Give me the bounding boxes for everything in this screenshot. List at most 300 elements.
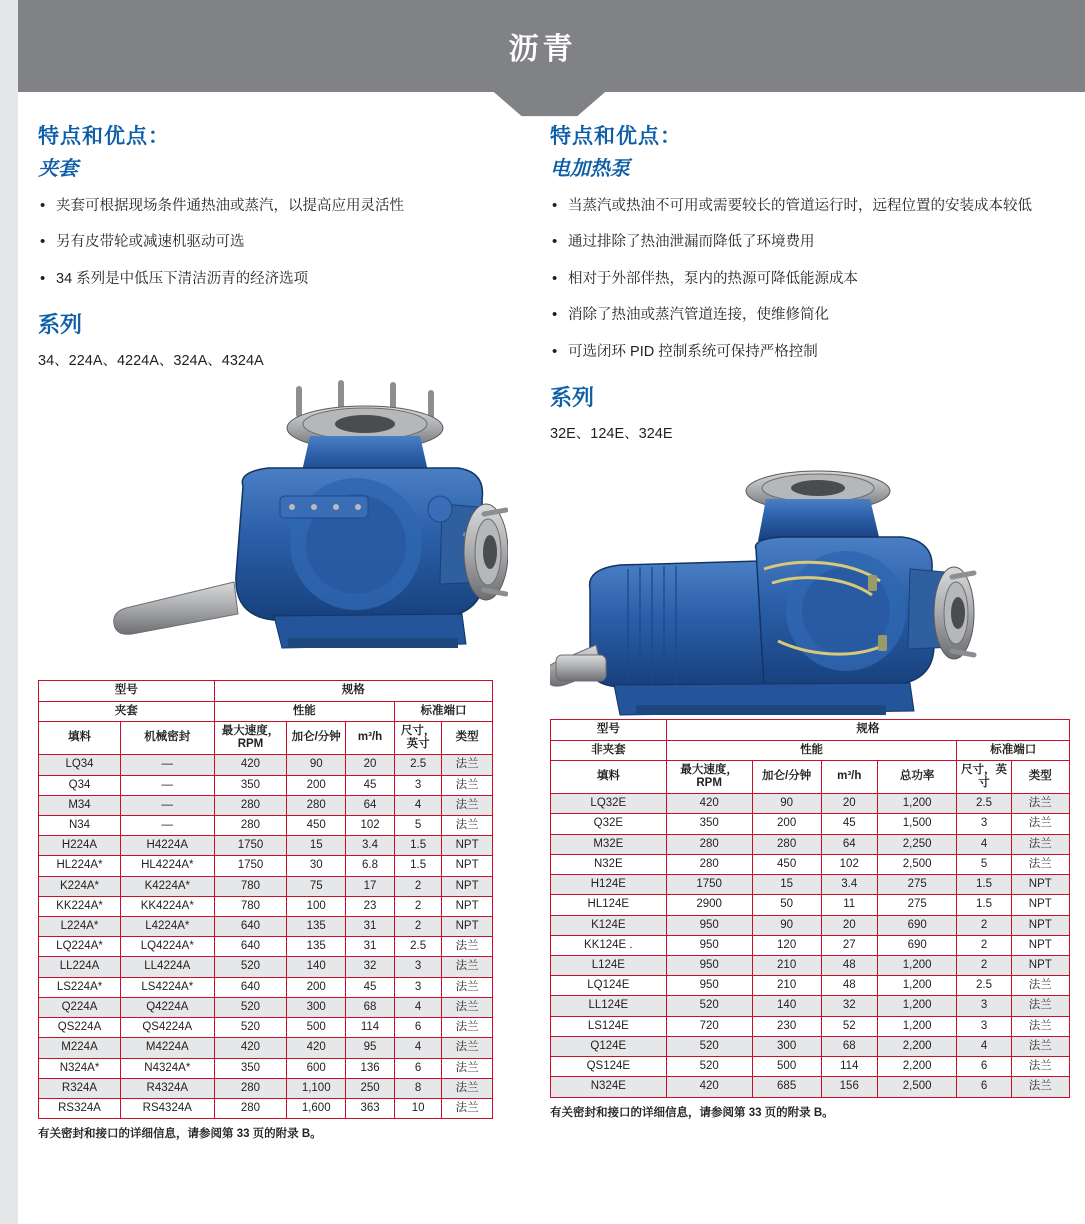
table-cell: 2.5 (395, 755, 442, 775)
table-cell: N4324A* (121, 1058, 215, 1078)
table-cell: 950 (666, 976, 752, 996)
table-cell: KK4224A* (121, 896, 215, 916)
table-cell: 120 (752, 935, 821, 955)
table-cell: 4 (957, 1036, 1011, 1056)
table-cell: 2.5 (957, 794, 1011, 814)
table-cell: 30 (287, 856, 346, 876)
table-cell: 2 (957, 935, 1011, 955)
table-cell: 280 (214, 1078, 287, 1098)
table-cell: 6 (395, 1058, 442, 1078)
table-cell: HL4224A* (121, 856, 215, 876)
table-cell: 法兰 (1011, 834, 1069, 854)
table-cell: Q224A (39, 997, 121, 1017)
col-sub-performance: 性能 (214, 701, 395, 721)
table-row (551, 976, 1070, 996)
table-cell: K124E (551, 915, 667, 935)
table-cell: 法兰 (442, 1078, 493, 1098)
table-cell: 950 (666, 955, 752, 975)
table-cell: 280 (287, 795, 346, 815)
table-cell: 350 (666, 814, 752, 834)
table-cell: LS4224A* (121, 977, 215, 997)
page-title: 沥青 (508, 33, 577, 66)
table-cell: Q124E (551, 1036, 667, 1056)
col-total-power: 总功率 (877, 760, 957, 793)
table-cell: LQ224A* (39, 937, 121, 957)
table-cell: N34 (39, 815, 121, 835)
table-cell: 法兰 (1011, 1077, 1069, 1097)
table-cell: 90 (287, 755, 346, 775)
table-cell: NPT (442, 836, 493, 856)
page-header (0, 0, 1085, 92)
table-cell: 500 (752, 1057, 821, 1077)
table-cell: LS224A* (39, 977, 121, 997)
table-cell: 200 (752, 814, 821, 834)
table-cell: — (121, 755, 215, 775)
table-cell: 300 (287, 997, 346, 1017)
table-cell: 140 (752, 996, 821, 1016)
table-cell: 520 (214, 957, 287, 977)
table-row (551, 935, 1070, 955)
table-cell: 6 (395, 1018, 442, 1038)
right-spec-table (550, 719, 1070, 1097)
table-cell: 95 (346, 1038, 395, 1058)
table-cell: H224A (39, 836, 121, 856)
table-cell: 48 (821, 955, 877, 975)
table-row (551, 875, 1070, 895)
table-cell: Q32E (551, 814, 667, 834)
table-cell: 520 (666, 1036, 752, 1056)
table-cell: 350 (214, 1058, 287, 1078)
table-cell: 102 (346, 815, 395, 835)
table-row (551, 996, 1070, 1016)
table-row (39, 997, 493, 1017)
left-table-note: 有关密封和接口的详细信息，请参阅第 33 页的附录 B。 (38, 1128, 322, 1141)
table-cell: 1,200 (877, 794, 957, 814)
table-cell: 420 (666, 794, 752, 814)
list-item: • 可选闭环 PID 控制系统可保持严格控制 (550, 341, 1065, 363)
table-cell: 280 (752, 834, 821, 854)
table-row (39, 937, 493, 957)
table-cell: NPT (442, 896, 493, 916)
table-cell: 3 (957, 1016, 1011, 1036)
table-cell: 1,200 (877, 996, 957, 1016)
table-cell: 210 (752, 955, 821, 975)
table-cell: 640 (214, 977, 287, 997)
right-series-title: 系列 (550, 385, 595, 411)
table-cell: LQ32E (551, 794, 667, 814)
right-features-subtitle: 电加热泵 (550, 158, 630, 180)
table-cell: 2,200 (877, 1036, 957, 1056)
table-cell: 法兰 (442, 957, 493, 977)
table-cell: 法兰 (442, 1058, 493, 1078)
table-cell: R324A (39, 1078, 121, 1098)
table-cell: 450 (287, 815, 346, 835)
table-cell: 1.5 (957, 875, 1011, 895)
table-row (39, 917, 493, 937)
table-cell: HL224A* (39, 856, 121, 876)
table-cell: 685 (752, 1077, 821, 1097)
table-cell: 6 (957, 1077, 1011, 1097)
table-cell: 1,200 (877, 976, 957, 996)
table-cell: 2,500 (877, 854, 957, 874)
table-row (551, 955, 1070, 975)
table-row (551, 915, 1070, 935)
table-cell: RS4324A (121, 1099, 215, 1119)
col-type: 类型 (442, 721, 493, 754)
table-cell: 950 (666, 935, 752, 955)
table-cell: 2900 (666, 895, 752, 915)
table-cell: 3 (395, 977, 442, 997)
table-cell: 法兰 (1011, 976, 1069, 996)
list-item: • 消除了热油或蒸汽管道连接，使维修简化 (550, 304, 1065, 326)
table-cell: 1,200 (877, 1016, 957, 1036)
table-cell: 200 (287, 977, 346, 997)
col-packing: 填料 (551, 760, 667, 793)
table-cell: 280 (214, 1099, 287, 1119)
table-cell: 45 (821, 814, 877, 834)
col-type: 类型 (1011, 760, 1069, 793)
table-row (39, 836, 493, 856)
col-group-model: 型号 (39, 681, 215, 701)
table-cell: N32E (551, 854, 667, 874)
table-cell: 420 (214, 755, 287, 775)
table-cell: 4 (395, 997, 442, 1017)
table-cell: — (121, 775, 215, 795)
table-cell: 1750 (214, 856, 287, 876)
table-cell: 2 (957, 915, 1011, 935)
right-table-note: 有关密封和接口的详细信息，请参阅第 33 页的附录 B。 (550, 1106, 834, 1119)
table-cell: L4224A* (121, 917, 215, 937)
table-cell: 280 (666, 854, 752, 874)
table-cell: 75 (287, 876, 346, 896)
table-cell: 31 (346, 917, 395, 937)
list-item: • 相对于外部伴热，泵内的热源可降低能源成本 (550, 268, 1065, 290)
left-series-title: 系列 (38, 312, 83, 338)
left-series-list: 34、224A、4224A、324A、4324A (38, 353, 264, 370)
table-cell: 363 (346, 1099, 395, 1119)
table-cell: 2.5 (395, 937, 442, 957)
col-sub-nonjacket: 非夹套 (551, 740, 667, 760)
table-cell: M32E (551, 834, 667, 854)
table-cell: 350 (214, 775, 287, 795)
table-cell: 5 (395, 815, 442, 835)
table-cell: 8 (395, 1078, 442, 1098)
table-cell: L224A* (39, 917, 121, 937)
table-cell: K4224A* (121, 876, 215, 896)
table-cell: 420 (666, 1077, 752, 1097)
table-cell: N324E (551, 1077, 667, 1097)
table-cell: 20 (346, 755, 395, 775)
table-row (39, 1038, 493, 1058)
table-cell: 法兰 (442, 795, 493, 815)
table-cell: 200 (287, 775, 346, 795)
table-cell: 280 (666, 834, 752, 854)
table-cell: 140 (287, 957, 346, 977)
table-row (39, 1078, 493, 1098)
table-cell: 1750 (214, 836, 287, 856)
table-cell: 17 (346, 876, 395, 896)
list-item: • 当蒸汽或热油不可用或需要较长的管道运行时，远程位置的安装成本较低 (550, 195, 1065, 217)
table-cell: 法兰 (442, 755, 493, 775)
table-cell: M224A (39, 1038, 121, 1058)
col-max-rpm: 最大速度，RPM (666, 760, 752, 793)
table-cell: 135 (287, 917, 346, 937)
table-cell: 100 (287, 896, 346, 916)
table-cell: NPT (1011, 875, 1069, 895)
table-cell: QS124E (551, 1057, 667, 1077)
table-cell: M34 (39, 795, 121, 815)
table-row (39, 1018, 493, 1038)
col-m3h: m³/h (821, 760, 877, 793)
table-cell: Q34 (39, 775, 121, 795)
table-cell: 114 (821, 1057, 877, 1077)
table-cell: 210 (752, 976, 821, 996)
left-spec-table (38, 680, 493, 1119)
list-item: • 34 系列是中低压下清洁沥青的经济选项 (38, 268, 516, 290)
col-sub-port: 标准端口 (395, 701, 493, 721)
table-row (39, 755, 493, 775)
table-cell: 法兰 (442, 775, 493, 795)
col-gpm: 加仑/分钟 (287, 721, 346, 754)
table-cell: 6.8 (346, 856, 395, 876)
table-cell: 15 (752, 875, 821, 895)
col-sub-jacket: 夹套 (39, 701, 215, 721)
left-column (0, 92, 530, 1141)
table-cell: 1.5 (395, 836, 442, 856)
table-cell: LQ34 (39, 755, 121, 775)
col-group-model: 型号 (551, 720, 667, 740)
table-cell: 1.5 (395, 856, 442, 876)
table-cell: R4324A (121, 1078, 215, 1098)
table-cell: 法兰 (442, 815, 493, 835)
table-cell: 15 (287, 836, 346, 856)
table-cell: 法兰 (1011, 814, 1069, 834)
table-cell: 20 (821, 794, 877, 814)
table-cell: 2 (395, 876, 442, 896)
table-cell: QS4224A (121, 1018, 215, 1038)
table-cell: Q4224A (121, 997, 215, 1017)
col-sub-port: 标准端口 (957, 740, 1070, 760)
list-item: • 夹套可根据现场条件通热油或蒸汽，以提高应用灵活性 (38, 195, 516, 217)
col-size-inch: 尺寸，英寸 (395, 721, 442, 754)
table-row (551, 1077, 1070, 1097)
table-cell: 法兰 (1011, 1016, 1069, 1036)
left-table-body (39, 755, 493, 1119)
table-cell: 1,100 (287, 1078, 346, 1098)
right-series-list: 32E、124E、324E (550, 426, 673, 443)
table-cell: N324A* (39, 1058, 121, 1078)
table-cell: 500 (287, 1018, 346, 1038)
table-cell: 3.4 (821, 875, 877, 895)
table-cell: H4224A (121, 836, 215, 856)
left-features-title: 特点和优点： (38, 125, 170, 148)
table-cell: RS324A (39, 1099, 121, 1119)
table-cell: 52 (821, 1016, 877, 1036)
right-bullet-list (550, 195, 1065, 363)
table-cell: 4 (395, 1038, 442, 1058)
table-cell: 1,600 (287, 1099, 346, 1119)
table-row (39, 1099, 493, 1119)
table-cell: 法兰 (1011, 854, 1069, 874)
table-cell: NPT (1011, 935, 1069, 955)
table-cell: 23 (346, 896, 395, 916)
table-cell: 275 (877, 895, 957, 915)
table-row (39, 977, 493, 997)
col-size-inch: 尺寸，英寸 (957, 760, 1011, 793)
table-cell: 156 (821, 1077, 877, 1097)
table-cell: 2 (957, 955, 1011, 975)
table-cell: 720 (666, 1016, 752, 1036)
right-column (530, 92, 1085, 1141)
table-cell: 48 (821, 976, 877, 996)
table-cell: NPT (442, 876, 493, 896)
col-mech-seal: 机械密封 (121, 721, 215, 754)
table-cell: 520 (666, 996, 752, 1016)
table-cell: 5 (957, 854, 1011, 874)
table-cell: 法兰 (1011, 1036, 1069, 1056)
right-table-body (551, 794, 1070, 1097)
table-cell: H124E (551, 875, 667, 895)
table-cell: 法兰 (1011, 996, 1069, 1016)
table-cell: 90 (752, 794, 821, 814)
table-cell: 780 (214, 876, 287, 896)
table-cell: 1,200 (877, 955, 957, 975)
table-cell: 135 (287, 937, 346, 957)
table-cell: KK224A* (39, 896, 121, 916)
table-cell: K224A* (39, 876, 121, 896)
table-cell: 2 (395, 917, 442, 937)
table-cell: 690 (877, 935, 957, 955)
table-cell: — (121, 815, 215, 835)
table-cell: LQ124E (551, 976, 667, 996)
table-cell: 450 (752, 854, 821, 874)
table-row (39, 795, 493, 815)
right-spec-table-wrap (550, 719, 1070, 1119)
table-row (39, 896, 493, 916)
table-cell: 64 (346, 795, 395, 815)
table-cell: 114 (346, 1018, 395, 1038)
table-row (551, 814, 1070, 834)
table-cell: 950 (666, 915, 752, 935)
table-cell: 600 (287, 1058, 346, 1078)
left-spec-table-wrap (38, 680, 493, 1141)
table-cell: 64 (821, 834, 877, 854)
table-cell: 280 (214, 815, 287, 835)
table-row (551, 794, 1070, 814)
table-cell: 法兰 (442, 1018, 493, 1038)
table-cell: 3.4 (346, 836, 395, 856)
table-row (551, 834, 1070, 854)
table-cell: 1,500 (877, 814, 957, 834)
table-cell: 45 (346, 775, 395, 795)
table-cell: 2,500 (877, 1077, 957, 1097)
table-cell: NPT (1011, 955, 1069, 975)
table-cell: 3 (957, 814, 1011, 834)
left-pump-image (38, 376, 516, 676)
table-cell: 法兰 (1011, 1057, 1069, 1077)
table-row (39, 957, 493, 977)
table-cell: 法兰 (442, 1038, 493, 1058)
table-cell: 32 (346, 957, 395, 977)
col-max-rpm: 最大速度，RPM (214, 721, 287, 754)
table-row (551, 895, 1070, 915)
table-cell: 10 (395, 1099, 442, 1119)
table-cell: 136 (346, 1058, 395, 1078)
table-cell: NPT (1011, 895, 1069, 915)
list-item: • 通过排除了热油泄漏而降低了环境费用 (550, 231, 1065, 253)
table-cell: 31 (346, 937, 395, 957)
table-cell: QS224A (39, 1018, 121, 1038)
table-row (551, 1016, 1070, 1036)
table-cell: 法兰 (442, 937, 493, 957)
table-cell: 3 (395, 957, 442, 977)
col-packing: 填料 (39, 721, 121, 754)
table-cell: LL124E (551, 996, 667, 1016)
table-row (39, 856, 493, 876)
table-cell: 27 (821, 935, 877, 955)
table-row (39, 775, 493, 795)
table-cell: 法兰 (1011, 794, 1069, 814)
col-gpm: 加仑/分钟 (752, 760, 821, 793)
table-cell: 420 (214, 1038, 287, 1058)
content-columns (0, 92, 1085, 1141)
col-sub-performance: 性能 (666, 740, 957, 760)
table-row (39, 1058, 493, 1078)
left-bullet-list (38, 195, 516, 290)
table-cell: 4 (395, 795, 442, 815)
table-cell: LL4224A (121, 957, 215, 977)
table-cell: 32 (821, 996, 877, 1016)
table-cell: 法兰 (442, 977, 493, 997)
table-cell: 520 (214, 1018, 287, 1038)
table-cell: 45 (346, 977, 395, 997)
table-cell: 3 (395, 775, 442, 795)
table-cell: 280 (214, 795, 287, 815)
table-cell: KK124E . (551, 935, 667, 955)
table-row (39, 815, 493, 835)
table-cell: NPT (442, 917, 493, 937)
table-cell: 2.5 (957, 976, 1011, 996)
table-cell: 250 (346, 1078, 395, 1098)
list-item: • 另有皮带轮或减速机驱动可选 (38, 231, 516, 253)
col-m3h: m³/h (346, 721, 395, 754)
table-cell: 1.5 (957, 895, 1011, 915)
table-cell: 690 (877, 915, 957, 935)
right-pump-image (550, 449, 1065, 719)
table-cell: 2 (395, 896, 442, 916)
table-cell: 6 (957, 1057, 1011, 1077)
table-cell: 90 (752, 915, 821, 935)
table-cell: 2,200 (877, 1057, 957, 1077)
table-cell: M4224A (121, 1038, 215, 1058)
table-cell: 4 (957, 834, 1011, 854)
table-cell: NPT (442, 856, 493, 876)
table-row (39, 876, 493, 896)
table-cell: 68 (346, 997, 395, 1017)
table-cell: 3 (957, 996, 1011, 1016)
col-group-spec: 规格 (214, 681, 492, 701)
table-cell: 640 (214, 917, 287, 937)
table-cell: 1750 (666, 875, 752, 895)
table-cell: 法兰 (442, 997, 493, 1017)
table-cell: LS124E (551, 1016, 667, 1036)
right-features-title: 特点和优点： (550, 125, 682, 148)
table-cell: 102 (821, 854, 877, 874)
table-row (551, 854, 1070, 874)
table-cell: 50 (752, 895, 821, 915)
table-cell: 640 (214, 937, 287, 957)
table-cell: L124E (551, 955, 667, 975)
